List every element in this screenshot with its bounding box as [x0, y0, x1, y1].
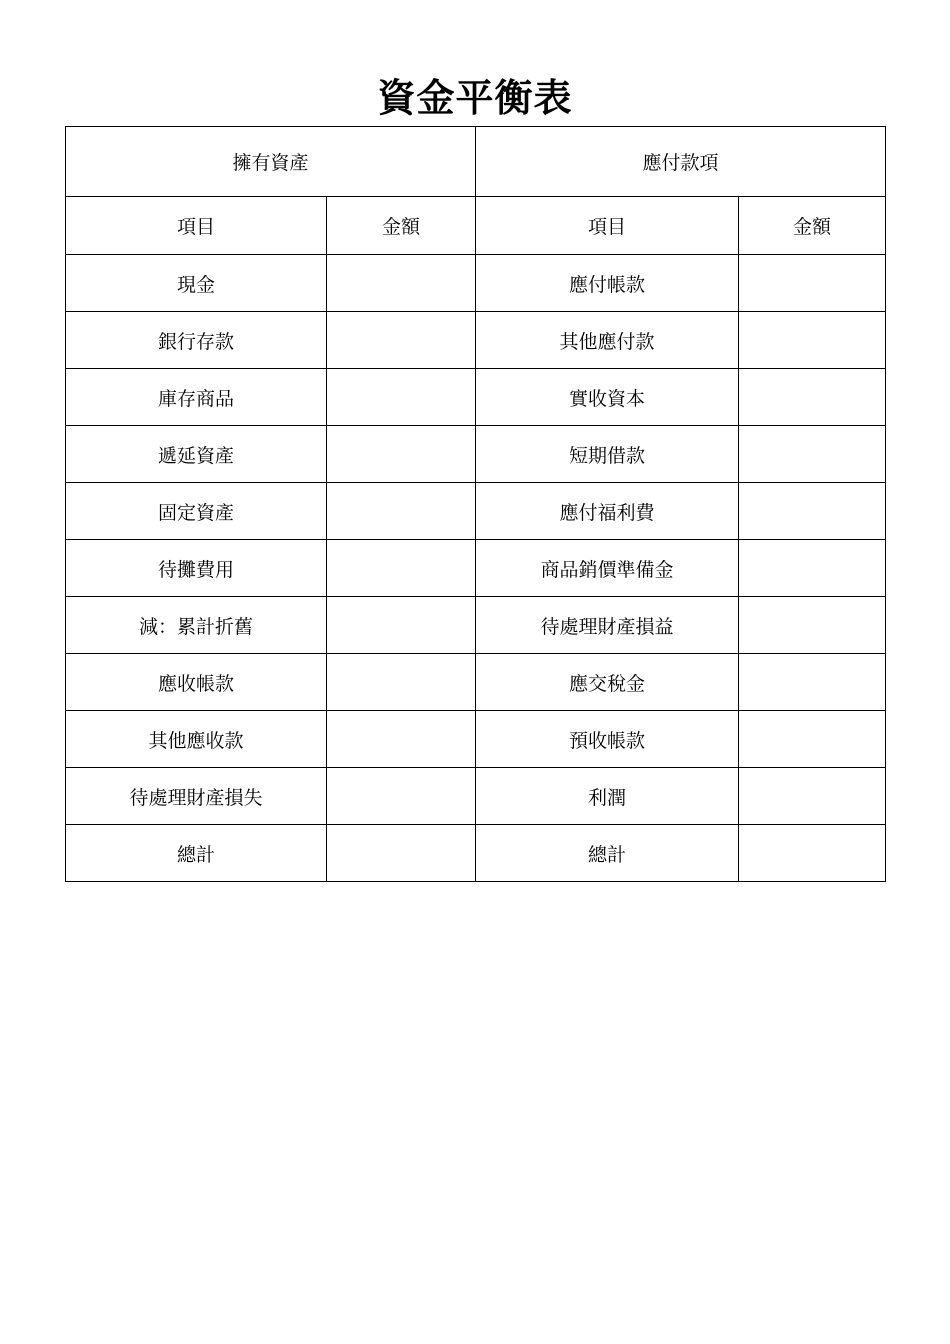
liability-amount-cell[interactable]	[739, 540, 886, 597]
liabilities-section-header: 應付款項	[476, 127, 886, 197]
liability-amount-header: 金額	[739, 197, 886, 255]
liability-amount-cell[interactable]	[739, 825, 886, 882]
table-row	[66, 426, 886, 483]
asset-amount-cell[interactable]	[327, 768, 476, 825]
asset-item-cell: 銀行存款	[66, 312, 327, 369]
liability-amount-cell[interactable]	[739, 597, 886, 654]
liability-amount-cell[interactable]	[739, 654, 886, 711]
asset-amount-cell[interactable]	[327, 255, 476, 312]
liability-item-cell: 其他應付款	[476, 312, 739, 369]
asset-item-cell: 遞延資產	[66, 426, 327, 483]
table-row	[66, 255, 886, 312]
liability-item-cell: 利潤	[476, 768, 739, 825]
liability-amount-cell[interactable]	[739, 255, 886, 312]
asset-amount-cell[interactable]	[327, 426, 476, 483]
asset-item-cell: 其他應收款	[66, 711, 327, 768]
balance-table	[65, 126, 886, 882]
liability-item-cell: 應付帳款	[476, 255, 739, 312]
table-row	[66, 825, 886, 882]
asset-item-cell: 固定資產	[66, 483, 327, 540]
liability-amount-cell[interactable]	[739, 483, 886, 540]
asset-amount-cell[interactable]	[327, 654, 476, 711]
asset-item-cell: 現金	[66, 255, 327, 312]
asset-amount-header: 金額	[327, 197, 476, 255]
liability-amount-cell[interactable]	[739, 369, 886, 426]
liability-amount-cell[interactable]	[739, 426, 886, 483]
liability-amount-cell[interactable]	[739, 312, 886, 369]
liability-item-cell: 應交稅金	[476, 654, 739, 711]
asset-amount-cell[interactable]	[327, 711, 476, 768]
asset-amount-cell[interactable]	[327, 312, 476, 369]
asset-item-cell: 待攤費用	[66, 540, 327, 597]
liability-item-cell: 待處理財產損益	[476, 597, 739, 654]
table-row	[66, 768, 886, 825]
table-row	[66, 540, 886, 597]
liability-amount-cell[interactable]	[739, 768, 886, 825]
liability-item-cell: 實收資本	[476, 369, 739, 426]
asset-item-cell: 庫存商品	[66, 369, 327, 426]
liability-amount-cell[interactable]	[739, 711, 886, 768]
assets-section-header: 擁有資產	[66, 127, 476, 197]
asset-item-cell: 總計	[66, 825, 327, 882]
table-row	[66, 312, 886, 369]
liability-item-cell: 預收帳款	[476, 711, 739, 768]
table-row	[66, 597, 886, 654]
asset-amount-cell[interactable]	[327, 483, 476, 540]
asset-item-header: 項目	[66, 197, 327, 255]
asset-amount-cell[interactable]	[327, 825, 476, 882]
liability-item-cell: 商品銷價準備金	[476, 540, 739, 597]
asset-item-cell: 待處理財產損失	[66, 768, 327, 825]
table-row	[66, 369, 886, 426]
table-row	[66, 711, 886, 768]
asset-item-cell: 應收帳款	[66, 654, 327, 711]
liability-item-cell: 應付福利費	[476, 483, 739, 540]
liability-item-header: 項目	[476, 197, 739, 255]
table-row	[66, 483, 886, 540]
page-title: 資金平衡表	[377, 76, 573, 120]
asset-amount-cell[interactable]	[327, 369, 476, 426]
column-header-row	[66, 197, 886, 255]
table-row	[66, 654, 886, 711]
asset-amount-cell[interactable]	[327, 540, 476, 597]
asset-amount-cell[interactable]	[327, 597, 476, 654]
section-header-row	[66, 127, 886, 197]
liability-item-cell: 總計	[476, 825, 739, 882]
liability-item-cell: 短期借款	[476, 426, 739, 483]
asset-item-cell: 減：累計折舊	[66, 597, 327, 654]
